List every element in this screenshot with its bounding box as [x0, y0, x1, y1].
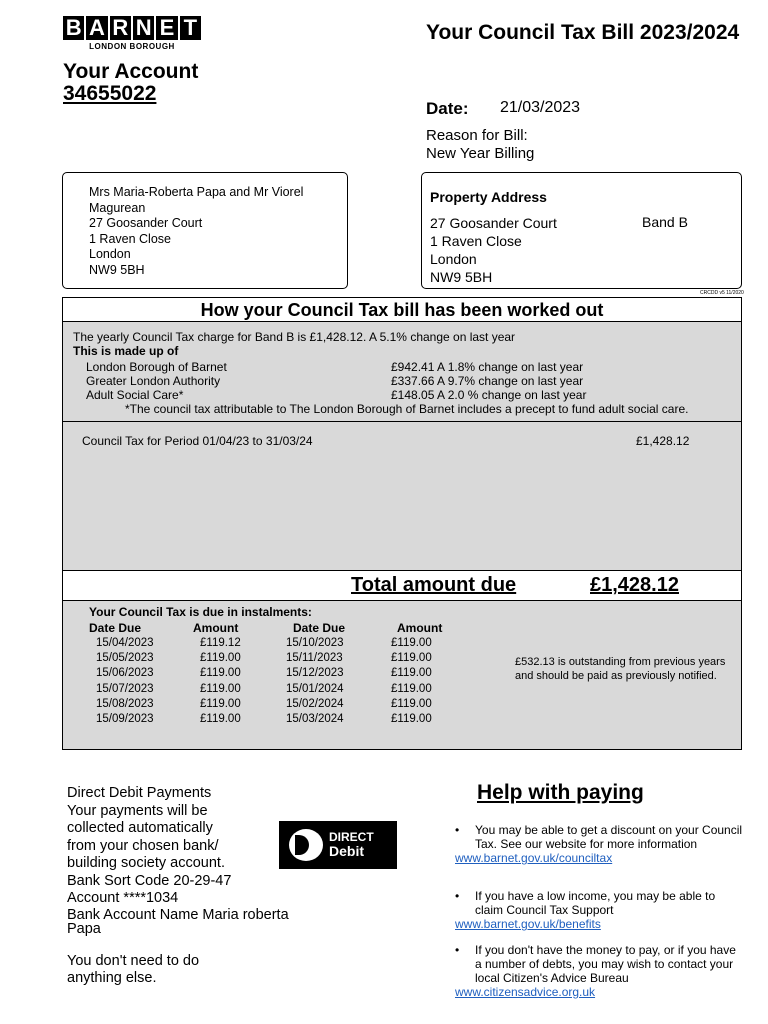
reason-label: Reason for Bill: [426, 127, 528, 144]
column-header: Amount [397, 621, 443, 635]
citizens-advice-link[interactable]: www.citizensadvice.org.uk [455, 985, 596, 999]
component-name: Adult Social Care* [86, 388, 184, 402]
instalment-date: 15/03/2024 [286, 713, 344, 725]
help-item [455, 823, 745, 865]
instalment-date: 15/06/2023 [96, 667, 154, 680]
instalment-amount: £119.00 [391, 637, 432, 649]
bill-date: 21/03/2023 [500, 99, 581, 116]
instalment-amount: £119.00 [391, 697, 432, 710]
breakdown-header [63, 298, 741, 322]
logo-letter: A [86, 16, 109, 40]
help-title: Help with paying [477, 781, 644, 804]
benefits-link[interactable]: www.barnet.gov.uk/benefits [455, 917, 601, 931]
dd-line: Your payments will be [67, 802, 208, 819]
dd-line: from your chosen bank/ [67, 837, 219, 854]
instalment-amount: £119.00 [200, 697, 241, 710]
dd-line: anything else. [67, 970, 157, 986]
help-text: You may be able to get a discount on your Council Tax. See our website for more information [475, 823, 743, 851]
instalment-amount: £119.00 [391, 713, 432, 725]
dd-line: building society account. [67, 855, 225, 871]
instalment-date: 15/12/2023 [286, 667, 344, 680]
account-number: 34655022 [63, 82, 157, 105]
instalment-date: 15/01/2024 [286, 682, 344, 695]
logo-subtitle: LONDON BOROUGH [89, 42, 175, 51]
logo-letter: N [133, 16, 156, 40]
breakdown-heading: How your Council Tax bill has been worked out [200, 300, 604, 320]
dd-line: Bank Account Name Maria roberta Papa [67, 906, 289, 937]
address-line: NW9 5BH [430, 269, 493, 285]
total-amount: £1,428.12 [590, 574, 679, 596]
address-line: London [89, 247, 131, 261]
date-label: Date: [426, 99, 469, 118]
component-value: £942.41 A 1.8% change on last year [391, 360, 584, 374]
total-section [63, 571, 741, 601]
instalment-amount: £119.00 [391, 652, 432, 665]
instalment-amount: £119.00 [200, 682, 241, 695]
address-line: 27 Goosander Court [89, 216, 203, 230]
bullet-icon: • [455, 889, 460, 903]
component-value: £337.66 A 9.7% change on last year [391, 374, 584, 388]
bill-title: Your Council Tax Bill 2023/2024 [426, 21, 740, 44]
direct-debit-info [67, 785, 317, 988]
logo-letter: B [63, 16, 86, 40]
instalment-date: 15/11/2023 [286, 652, 343, 665]
barnet-logo [63, 16, 201, 40]
address-line: 27 Goosander Court [430, 215, 557, 231]
help-text: If you have a low income, you may be able to claim Council Tax Support [475, 889, 716, 917]
logo-letter: R [110, 16, 133, 40]
adult-social-care-note: *The council tax attributable to The London Borough of Barnet includes a precept to fund adult social care. [125, 402, 689, 416]
instalment-date: 15/10/2023 [286, 637, 344, 649]
account-label: Your Account [63, 60, 199, 83]
column-header: Date Due [293, 621, 346, 635]
logo-letter: T [183, 15, 198, 40]
instalment-date: 15/07/2023 [96, 682, 154, 695]
instalments-title: Your Council Tax is due in instalments: [89, 605, 312, 619]
instalment-amount: £119.00 [200, 713, 241, 725]
instalment-amount: £119.00 [200, 652, 241, 665]
property-address-box [421, 172, 742, 289]
instalment-date: 15/08/2023 [96, 697, 154, 710]
component-name: Greater London Authority [86, 374, 221, 388]
instalment-date: 15/02/2024 [286, 697, 344, 710]
address-line: Mrs Maria-Roberta Papa and Mr Viorel Magurean [89, 185, 304, 215]
address-line: 1 Raven Close [89, 231, 171, 246]
dd-line: Account ****1034 [67, 890, 179, 906]
direct-debit-icon [289, 829, 323, 861]
instalment-date: 15/09/2023 [96, 713, 154, 725]
dd-line: Bank Sort Code 20-29-47 [67, 872, 232, 889]
component-value: £148.05 A 2.0 % change on last year [391, 388, 587, 402]
dd-line: collected automatically [67, 820, 213, 836]
column-header: Amount [193, 621, 239, 635]
made-up-label: This is made up of [73, 344, 179, 358]
instalment-date: 15/04/2023 [96, 637, 154, 649]
bill-reason [426, 127, 534, 163]
help-item [455, 943, 745, 999]
instalments-section [63, 601, 741, 749]
instalment-amount: £119.12 [200, 637, 241, 649]
instalment-amount: £119.00 [391, 682, 432, 695]
instalment-amount: £119.00 [200, 667, 241, 680]
outstanding-note: £532.13 is outstanding from previous years and should be paid as previously notified. [515, 656, 726, 682]
total-label: Total amount due [351, 574, 517, 596]
dd-line: Direct Debit Payments [67, 785, 212, 801]
address-line: London [430, 251, 477, 267]
dd-line [67, 936, 317, 953]
instalment-amount: £119.00 [391, 667, 432, 680]
period-section [63, 422, 741, 571]
dd-line: You don't need to do [67, 952, 200, 969]
bill-breakdown [62, 297, 742, 750]
period-amount: £1,428.12 [636, 434, 690, 448]
recipient-address-box [62, 172, 348, 289]
help-item [455, 889, 745, 931]
column-header: Date Due [89, 621, 142, 635]
component-name: London Borough of Barnet [86, 360, 227, 374]
property-title: Property Address [430, 189, 547, 205]
recipient-address [89, 185, 339, 278]
form-reference: CRCDD v5 11/2020 [700, 290, 744, 296]
dd-logo-word: DIRECT [329, 830, 374, 844]
address-line: 1 Raven Close [430, 233, 522, 249]
property-band: Band B [642, 214, 688, 230]
direct-debit-logo [279, 821, 397, 869]
bullet-icon: • [455, 823, 460, 837]
dd-logo-word: Debit [329, 843, 364, 859]
logo-letter: E [156, 16, 179, 40]
address-line: NW9 5BH [89, 262, 145, 277]
reason-value: New Year Billing [426, 145, 535, 162]
period-label: Council Tax for Period 01/04/23 to 31/03/24 [82, 434, 313, 448]
counciltax-link[interactable]: www.barnet.gov.uk/counciltax [455, 851, 613, 865]
yearly-charge: The yearly Council Tax charge for Band B is £1,428.12. A 5.1% change on last year [73, 330, 516, 344]
bullet-icon: • [455, 943, 460, 957]
help-text: If you don't have the money to pay, or if you have a number of debts, you may wish to contact your local Citizen's Advice Bureau [475, 943, 736, 985]
instalment-date: 15/05/2023 [96, 652, 154, 665]
charge-summary [63, 322, 741, 422]
property-address [430, 214, 557, 286]
